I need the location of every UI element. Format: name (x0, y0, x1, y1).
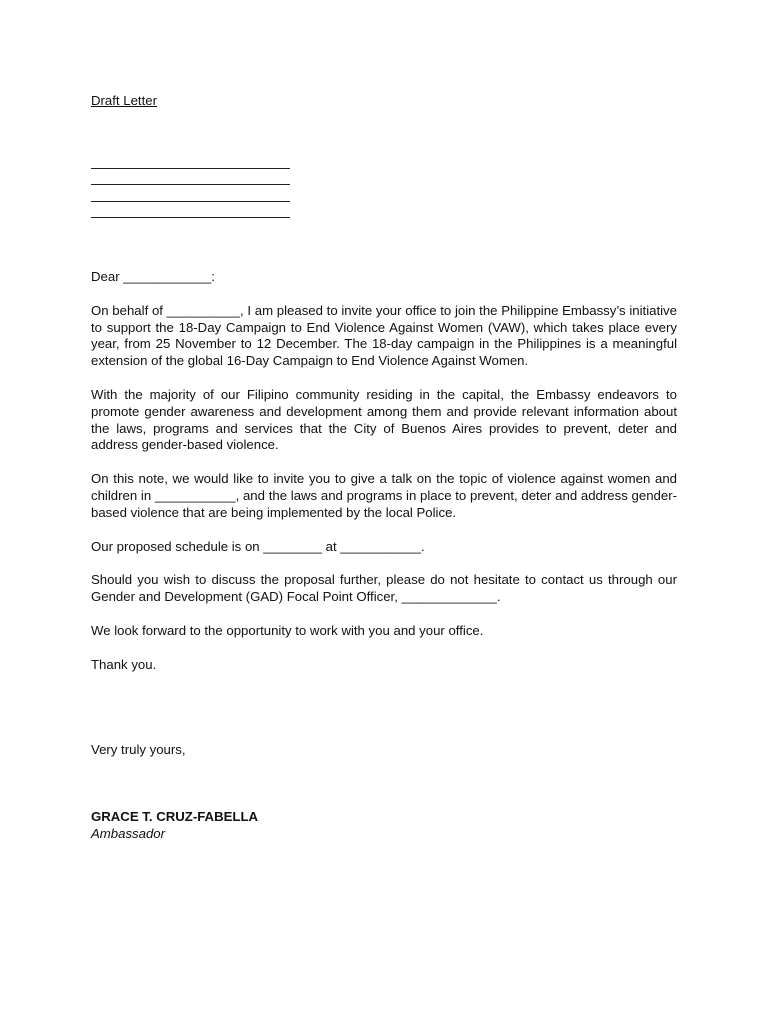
document-title: Draft Letter (91, 93, 157, 108)
paragraph-contact: Should you wish to discuss the proposal further, please do not hesitate to contact us through our Gender and Development (GAD) Focal Point Officer, _____________. (91, 572, 677, 605)
closing: Very truly yours, (91, 741, 186, 757)
paragraph-look-forward: We look forward to the opportunity to work with you and your office. (91, 622, 484, 638)
address-block (91, 152, 677, 218)
paragraph-community: With the majority of our Filipino community residing in the capital, the Embassy endeavors to promote gender awareness and development among them and provide relevant information about the laws, programs and services that the City of Buenos Aires provides to prevent, deter and address gender-based violence. (91, 386, 677, 453)
salutation: Dear ____________: (91, 269, 215, 284)
address-line-2 (91, 169, 290, 186)
address-line-3 (91, 185, 290, 202)
paragraph-talk-request: On this note, we would like to invite you to give a talk on the topic of violence against women and children in ___________, and the laws and programs in place to prevent, deter and address gender-based violence that are being implemented by the local Police. (91, 471, 677, 520)
signer-title: Ambassador (91, 826, 166, 842)
paragraph-schedule: Our proposed schedule is on ________ at ___________. (91, 538, 425, 554)
signer-name: GRACE T. CRUZ-FABELLA (91, 809, 259, 825)
letter-body (91, 93, 677, 843)
paragraph-invitation: On behalf of __________, I am pleased to invite your office to join the Philippine Embassy’s initiative to support the 18-Day Campaign to End Violence Against Women (VAW), which takes place every year, from 25 November to 12 December. The 18-day campaign in the Philippines is a meaningful extension of the global 16-Day Campaign to End Violence Against Women. (91, 302, 677, 369)
paragraph-thank-you: Thank you. (91, 656, 157, 672)
address-line-4 (91, 202, 290, 219)
address-line-1 (91, 152, 290, 169)
